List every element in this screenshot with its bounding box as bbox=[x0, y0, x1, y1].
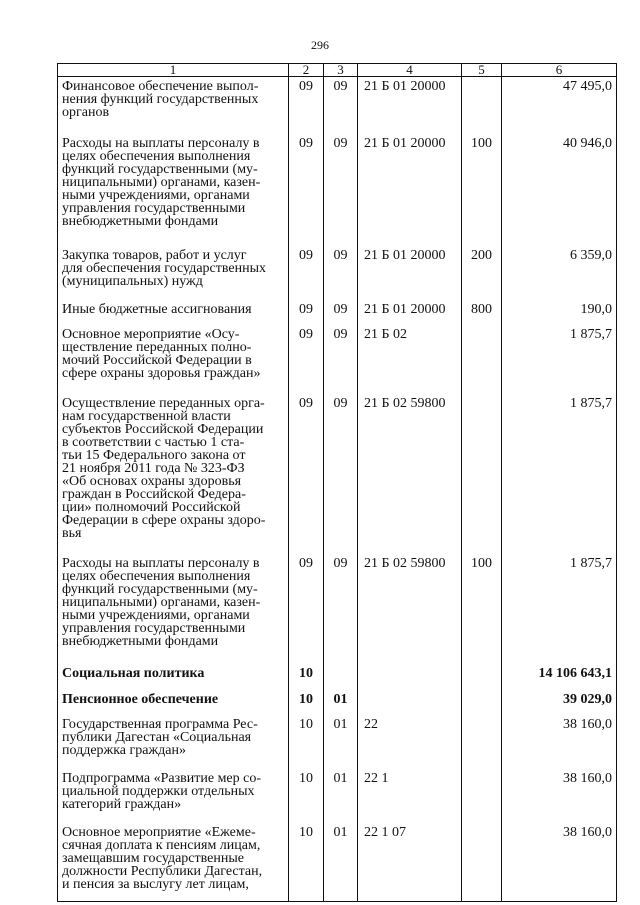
table-row bbox=[58, 664, 617, 690]
row-name: Расходы на выплаты персоналу в целях обеспечения выполнения функций государственными (му- ниципальными) органами, казен- ными учреждениями, органами управления государственными внебюджетными фондами bbox=[58, 134, 289, 246]
row-expense-type bbox=[462, 77, 502, 135]
header-col-3: 3 bbox=[324, 64, 358, 77]
row-amount: 1 875,7 bbox=[502, 394, 617, 554]
row-subsection: 01 bbox=[324, 769, 358, 823]
row-section: 09 bbox=[289, 77, 324, 135]
row-name: Основное мероприятие «Ежеме- сячная доплата к пенсиям лицам, замещавшим государственные должности Республики Дагестан, и пенсия за выслугу лет лицам, bbox=[58, 823, 289, 902]
row-section: 09 bbox=[289, 554, 324, 664]
header-col-4: 4 bbox=[358, 64, 462, 77]
row-section: 10 bbox=[289, 769, 324, 823]
table-row bbox=[58, 300, 617, 325]
row-section: 10 bbox=[289, 664, 324, 690]
table-row bbox=[58, 554, 617, 664]
row-expense-type bbox=[462, 715, 502, 769]
row-expense-type bbox=[462, 394, 502, 554]
header-col-6: 6 bbox=[502, 64, 617, 77]
table-row bbox=[58, 77, 617, 135]
row-subsection: 01 bbox=[324, 715, 358, 769]
row-amount: 14 106 643,1 bbox=[502, 664, 617, 690]
row-name: Пенсионное обеспечение bbox=[58, 690, 289, 715]
row-amount: 38 160,0 bbox=[502, 715, 617, 769]
row-amount: 190,0 bbox=[502, 300, 617, 325]
header-col-1: 1 bbox=[58, 64, 289, 77]
row-subsection: 09 bbox=[324, 300, 358, 325]
header-col-2: 2 bbox=[289, 64, 324, 77]
row-name: Основное мероприятие «Осу- ществление переданных полно- мочий Российской Федерации в сфере охраны здоровья граждан» bbox=[58, 325, 289, 394]
row-amount: 38 160,0 bbox=[502, 823, 617, 902]
row-target-article: 21 Б 01 20000 bbox=[358, 77, 462, 135]
row-target-article: 21 Б 02 59800 bbox=[358, 554, 462, 664]
row-target-article: 21 Б 02 bbox=[358, 325, 462, 394]
row-subsection: 09 bbox=[324, 554, 358, 664]
table-row bbox=[58, 325, 617, 394]
table-body bbox=[58, 77, 617, 902]
row-amount: 39 029,0 bbox=[502, 690, 617, 715]
row-name: Иные бюджетные ассигнования bbox=[58, 300, 289, 325]
row-section: 09 bbox=[289, 394, 324, 554]
row-expense-type bbox=[462, 664, 502, 690]
row-subsection bbox=[324, 664, 358, 690]
row-expense-type: 100 bbox=[462, 134, 502, 246]
row-section: 09 bbox=[289, 300, 324, 325]
page-number: 296 bbox=[311, 38, 329, 52]
row-section: 10 bbox=[289, 823, 324, 902]
row-subsection: 09 bbox=[324, 325, 358, 394]
row-name: Закупка товаров, работ и услуг для обеспечения государственных (муниципальных) нужд bbox=[58, 246, 289, 300]
row-subsection: 09 bbox=[324, 77, 358, 135]
row-amount: 6 359,0 bbox=[502, 246, 617, 300]
row-expense-type: 100 bbox=[462, 554, 502, 664]
table-row bbox=[58, 823, 617, 902]
row-subsection: 09 bbox=[324, 134, 358, 246]
row-expense-type bbox=[462, 823, 502, 902]
row-name: Государственная программа Рес- публики Дагестан «Социальная поддержка граждан» bbox=[58, 715, 289, 769]
table-header-row bbox=[58, 64, 617, 77]
row-section: 09 bbox=[289, 325, 324, 394]
row-target-article: 21 Б 01 20000 bbox=[358, 300, 462, 325]
row-target-article bbox=[358, 664, 462, 690]
row-amount: 40 946,0 bbox=[502, 134, 617, 246]
row-expense-type bbox=[462, 325, 502, 394]
table-row bbox=[58, 134, 617, 246]
row-target-article: 22 1 bbox=[358, 769, 462, 823]
row-section: 10 bbox=[289, 690, 324, 715]
row-section: 09 bbox=[289, 246, 324, 300]
table-row bbox=[58, 769, 617, 823]
row-name: Финансовое обеспечение выпол- нения функций государственных органов bbox=[58, 77, 289, 135]
row-name: Осуществление переданных орга- нам государственной власти субъектов Российской Федерации в соответствии с частью 1 ста- тьи 15 Федерального закона от 21 ноября 2011 года № 323-ФЗ «Об основах охраны здоровья граждан в Российской Федера- ции» полномочий Российской Федерации в сфере охраны здоро- вья bbox=[58, 394, 289, 554]
row-amount: 1 875,7 bbox=[502, 554, 617, 664]
row-subsection: 01 bbox=[324, 690, 358, 715]
row-section: 10 bbox=[289, 715, 324, 769]
row-name: Подпрограмма «Развитие мер со- циальной поддержки отдельных категорий граждан» bbox=[58, 769, 289, 823]
row-target-article: 21 Б 01 20000 bbox=[358, 246, 462, 300]
row-target-article: 21 Б 02 59800 bbox=[358, 394, 462, 554]
row-subsection: 09 bbox=[324, 394, 358, 554]
table-row bbox=[58, 394, 617, 554]
row-expense-type bbox=[462, 690, 502, 715]
row-expense-type bbox=[462, 769, 502, 823]
row-amount: 38 160,0 bbox=[502, 769, 617, 823]
row-expense-type: 800 bbox=[462, 300, 502, 325]
row-amount: 1 875,7 bbox=[502, 325, 617, 394]
row-expense-type: 200 bbox=[462, 246, 502, 300]
row-subsection: 09 bbox=[324, 246, 358, 300]
row-name: Социальная политика bbox=[58, 664, 289, 690]
row-target-article: 22 1 07 bbox=[358, 823, 462, 902]
row-target-article bbox=[358, 690, 462, 715]
row-target-article: 22 bbox=[358, 715, 462, 769]
row-subsection: 01 bbox=[324, 823, 358, 902]
table-row bbox=[58, 246, 617, 300]
header-col-5: 5 bbox=[462, 64, 502, 77]
row-name: Расходы на выплаты персоналу в целях обеспечения выполнения функций государственными (му- ниципальными) органами, казен- ными учреждениями, органами управления государственными внебюджетными фондами bbox=[58, 554, 289, 664]
budget-table bbox=[57, 63, 617, 902]
table-row bbox=[58, 690, 617, 715]
row-amount: 47 495,0 bbox=[502, 77, 617, 135]
row-section: 09 bbox=[289, 134, 324, 246]
table-row bbox=[58, 715, 617, 769]
row-target-article: 21 Б 01 20000 bbox=[358, 134, 462, 246]
